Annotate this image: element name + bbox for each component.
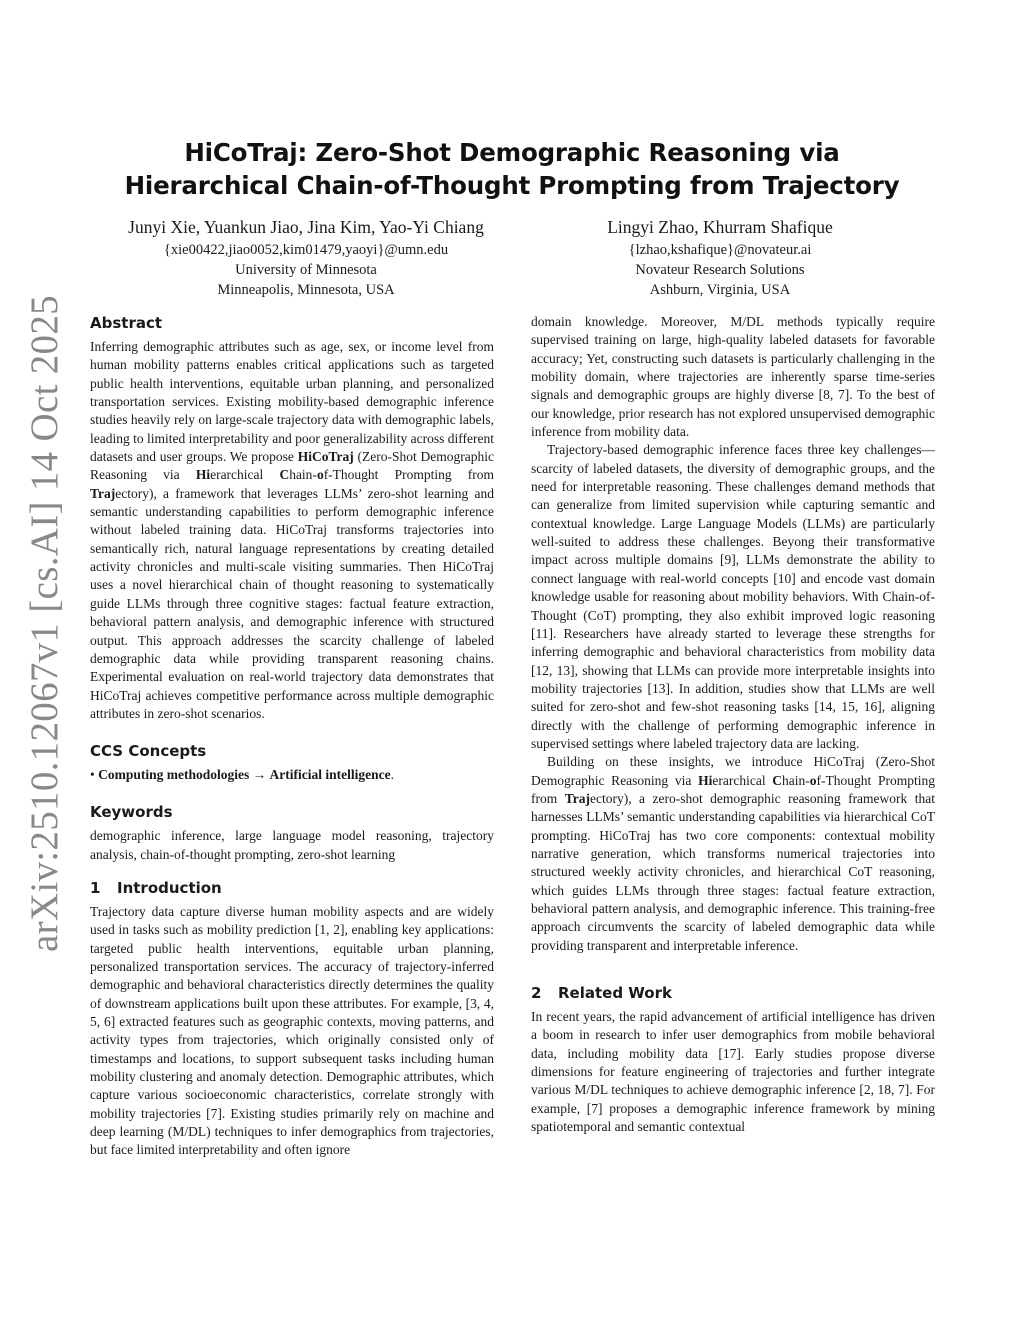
ccs-concepts: • Computing methodologies → Artificial intelligence. xyxy=(90,767,394,783)
author-block-right xyxy=(460,216,980,300)
left-column xyxy=(90,313,494,1160)
related-work-paragraph-1: In recent years, the rapid advancement of artificial intelligence has driven a boom in research to infer user demographics from mobile behavioral data, including mobility data [17]. Early studies propose diverse dimensions for feature engineering of trajectories and further integrate various M/DL techniques to achieve demographic inference [2, 18, 7]. For example, [7] proposes a demographic inference framework by mining spatiotemporal and semantic contextual xyxy=(531,1009,935,1135)
abstract-heading: Abstract xyxy=(90,314,163,332)
keywords-heading: Keywords xyxy=(90,803,173,822)
author-names: Junyi Xie, Yuankun Jiao, Jina Kim, Yao-Yi Chiang xyxy=(128,217,484,237)
right-column xyxy=(531,313,935,1136)
introduction-paragraph-3: Building on these insights, we introduce HiCoTraj (Zero-Shot Demographic Reasoning via Hierarchical Chain-of-Thought Prompting from Trajectory), a zero-shot demographic reasoning framework that harnesses LLMs’ semantic understanding capabilities via hierarchical CoT prompting. HiCoTraj has two core components: contextual mobility narrative generation, which transforms numerical trajectories into structured weekly activity chronicles, and hierarchical CoT reasoning, which guides LLMs through three stages: factual feature extraction, behavioral pattern analysis, and demographic inference. This training-free approach circumvents the scarcity of labeled demographic data while providing transparent and interpretable inference. xyxy=(531,754,936,953)
section-number: 1 xyxy=(90,878,101,897)
ccs-heading: CCS Concepts xyxy=(90,742,207,761)
abstract-text: Inferring demographic attributes such as age, sex, or income level from human mobility patterns enables critical applications such as targeted public health interventions, equitable urban planning, and personalized transportation services. Existing mobility-based demographic inference studies heavily rely on large-scale trajectory data with demographic labels, leading to limited interpretability and poor generalizability across different datasets and user groups. We propose HiCoTraj (Zero-Shot Demographic Reasoning via Hierarchical Chain-of-Thought Prompting from Trajectory), a framework that leverages LLMs’ zero-shot learning and semantic understanding capabilities to perform demographic inference without labeled training data. HiCoTraj transforms trajectories into semantically rich, natural language representations by creating detailed activity chronicles and multi-scale visiting summaries. Then HiCoTraj uses a novel hierarchical chain of thought reasoning to systematically guide LLMs through three cognitive stages: factual feature extraction, behavioral pattern analysis, and demographic inference with structured output. This approach addresses the scarcity challenge of labeled demographic data while providing transparent reasoning chains. Experimental evaluation on real-world trajectory data demonstrates that HiCoTraj achieves competitive performance across multiple demographic attributes in zero-shot scenarios. xyxy=(90,339,494,721)
introduction-heading: 1 Introduction xyxy=(90,878,222,897)
introduction-paragraph-2: Trajectory-based demographic inference faces three key challenges—scarcity of labeled datasets, the diversity of demographic groups, and the need for interpretable reasoning. These challenges demand methods that can generalize from limited supervision while capturing semantic and contextual knowledge. Large Language Models (LLMs) are particularly well-suited to address these challenges. Beyong their transformative impact across multiple domains [9], LLMs demonstrate the ability to connect language with real-world concepts [10] and encode vast domain knowledge usable for reasoning about mobility behaviors. With Chain-of-Thought (CoT) prompting, they also exhibit improved logic reasoning [11]. Researchers have already started to leverage these strengths for inferring demographic and behavioral characteristics from mobility data [12, 13], showing that LLMs can provide more interpretable insights into mobility trajectories [13]. In addition, studies show that LLMs are well suited for zero-shot and few-shot reasoning tasks [14, 15, 16], aligning directly with the challenge of performing demographic inference in supervised settings where labeled trajectory data are lacking. xyxy=(531,442,935,751)
arxiv-stamp-text: arXiv:2510.12067v1 [cs.AI] 14 Oct 2025 xyxy=(23,295,66,952)
introduction-paragraph-1: Trajectory data capture diverse human mobility aspects and are widely used in tasks such as mobility prediction [1, 2], enabling key applications: targeted public health interventions, equitable urban planning, personalized transportation services. The accuracy of trajectory-inferred demographic and behavioral characteristics directly determines the quality of downstream applications built upon these attributes. For example, [3, 4, 5, 6] extracted features such as geographic contexts, moving patterns, and activity types from trajectories, which originally consisted only of timestamps and locations, to support subsequent tasks including human mobility clustering and anomaly detection. Demographic attributes, which capture various socioeconomic characteristics, correlate strongly with mobility trajectories [7]. Existing studies primarily rely on machine and deep learning (M/DL) techniques to infer demographics from trajectories, but face limited interpretability and often ignore xyxy=(90,903,494,1158)
paper-title xyxy=(0,136,1024,202)
section-number: 2 xyxy=(531,984,542,1003)
author-location: Ashburn, Virginia, USA xyxy=(649,282,791,298)
author-affiliation: University of Minnesota xyxy=(235,262,377,278)
introduction-paragraph-1-continued: domain knowledge. Moreover, M/DL methods typically require supervised training on large, high-quality labeled datasets for favorable accuracy; Yet, constructing such datasets is particularly challenging in the mobility domain, where trajectories are inherently sparse time-series signals and demographic groups are highly diverse [8, 7]. To the best of our knowledge, prior research has not explored unsupervised demographic inference from mobility data. xyxy=(531,314,935,440)
title-line-1: HiCoTraj: Zero-Shot Demographic Reasoning via xyxy=(184,138,840,167)
keywords-text: demographic inference, large language model reasoning, trajectory analysis, chain-of-thought prompting, zero-shot learning xyxy=(90,828,494,862)
author-names: Lingyi Zhao, Khurram Shafique xyxy=(607,217,833,237)
author-affiliation: Novateur Research Solutions xyxy=(635,262,805,278)
title-line-2: Hierarchical Chain-of-Thought Prompting from Trajectory xyxy=(124,171,900,200)
author-email: {xie00422,jiao0052,kim01479,yaoyi}@umn.edu xyxy=(163,242,449,258)
related-work-heading: 2 Related Work xyxy=(531,984,672,1003)
author-email: {lzhao,kshafique}@novateur.ai xyxy=(628,242,812,258)
framework-name: HiCoTraj xyxy=(297,449,354,465)
author-location: Minneapolis, Minnesota, USA xyxy=(217,282,395,298)
